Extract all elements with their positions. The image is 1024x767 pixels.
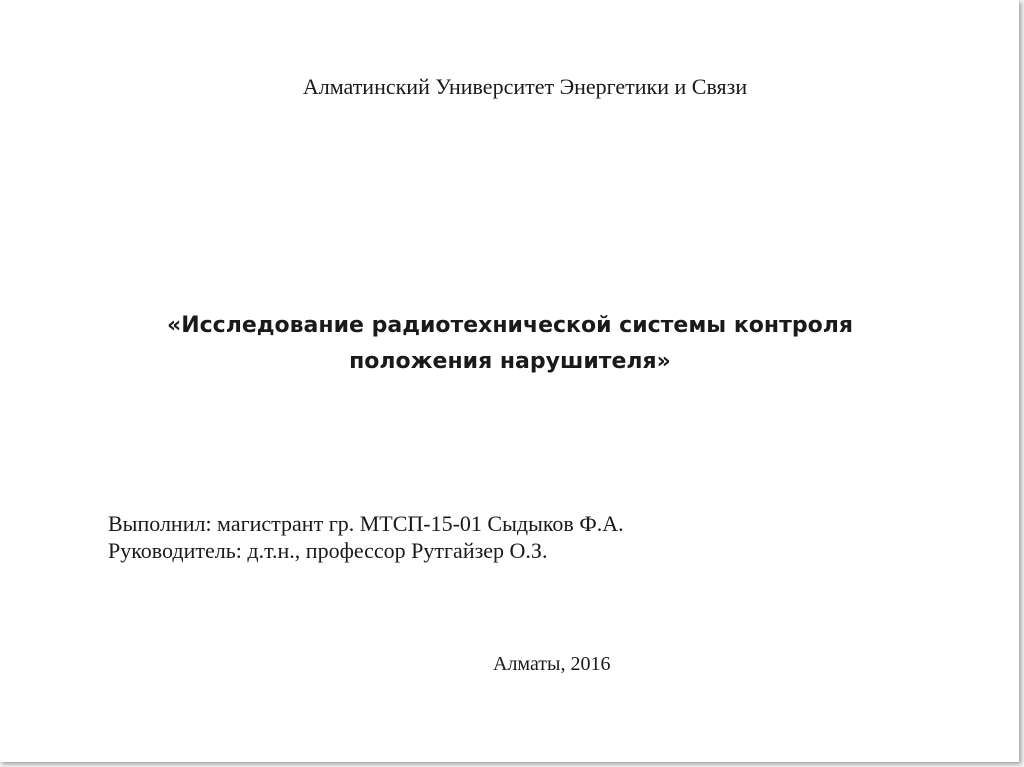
presentation-title (0, 308, 1019, 380)
author-block (108, 510, 624, 564)
author-line-performer: Выполнил: магистрант гр. МТСП-15-01 Сыдыков Ф.А. (108, 511, 624, 536)
university-name: Алматинский Университет Энергетики и Связи (302, 74, 748, 99)
title-line: положения нарушителя» (349, 349, 671, 374)
author-line-supervisor: Руководитель: д.т.н., профессор Рутгайзер О.З. (108, 538, 548, 563)
place-and-year: Алматы, 2016 (493, 653, 611, 675)
title-line: «Исследование радиотехнической системы контроля (167, 313, 853, 338)
